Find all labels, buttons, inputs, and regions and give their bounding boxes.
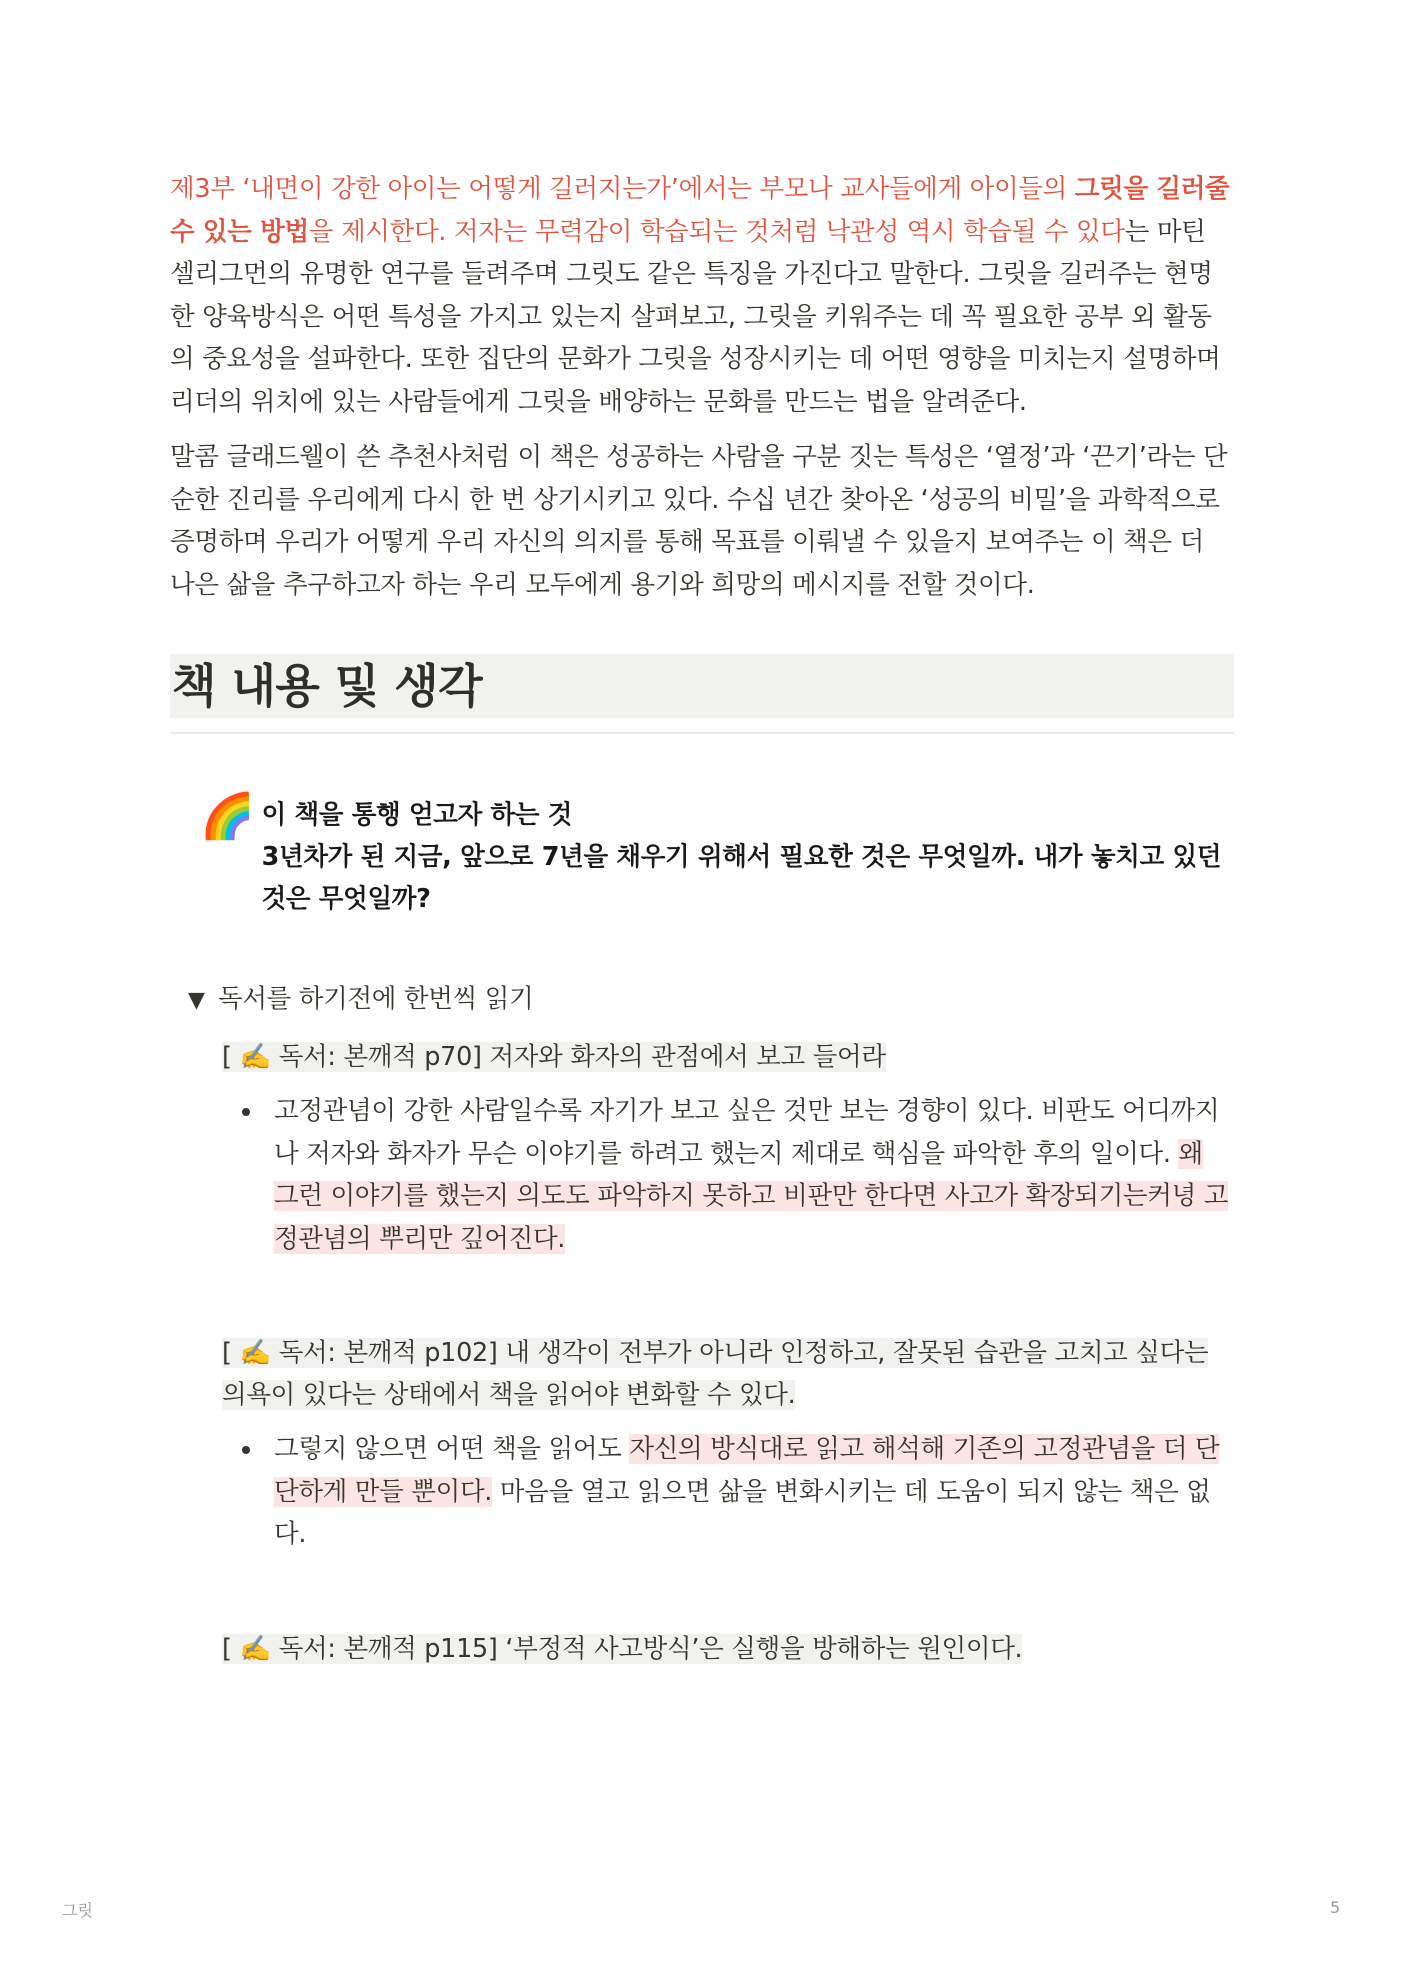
rainbow-icon: 🌈 xyxy=(200,791,255,842)
list-item: 고정관념이 강한 사람일수록 자기가 보고 싶은 것만 보는 경향이 있다. 비판도 어디까지나 저자와 화자가 무슨 이야기를 하려고 했는지 제대로 핵심을 파악한 후의 일이다. 왜 그런 이야기를 했는지 의도도 파악하지 못하고 비판만 한다면 사고가 확장되기는커녕 고정관념의 뿌리만 깊어진다. xyxy=(222,1090,1234,1260)
divider xyxy=(170,732,1234,734)
intro-paragraph-2: 말콤 글래드웰이 쓴 추천사처럼 이 책은 성공하는 사람을 구분 짓는 특성은 ‘열정’과 ‘끈기’라는 단순한 진리를 우리에게 다시 한 번 상기시키고 있다. 수십 년간 찾아온 ‘성공의 비밀’을 과학적으로 증명하며 우리가 어떻게 우리 자신의 의지를 통해 목표를 이뤄낼 수 있을지 보여주는 이 책은 더 나은 삶을 추구하고자 하는 우리 모두에게 용기와 희망의 메시지를 전할 것이다. xyxy=(170,442,1228,600)
paragraph-text: 는 마틴 셀리그먼의 유명한 연구를 들려주며 그릿도 같은 특징을 가진다고 말한다. 그릿을 길러주는 현명한 양육방식은 어떤 특성을 가지고 있는지 살펴보고, 그릿을 키워주는 데 꼭 필요한 공부 외 활동의 중요성을 설파한다. 또한 집단의 문화가 그릿을 성장시키는 데 어떤 영향을 미치는지 설명하며 리더의 위치에 있는 사람들에게 그릿을 배양하는 문화를 만드는 법을 알려준다. xyxy=(170,216,1221,417)
footer-title: 그릿 xyxy=(62,1901,93,1920)
reading-quote-1 xyxy=(222,1036,1234,1078)
callout-line-2: 3년차가 된 지금, 앞으로 7년을 채우기 위해서 필요한 것은 무엇일까. 내가 놓치고 있던 것은 무엇일까? xyxy=(261,842,1222,914)
intro-paragraph-1 xyxy=(170,168,1234,423)
callout xyxy=(170,791,1234,920)
callout-text xyxy=(262,794,1234,920)
page-content xyxy=(170,168,1234,1670)
red-text: 제3부 ‘내면이 강한 아이는 어떻게 길러지는가’에서는 부모나 교사들에게 아이들의 xyxy=(170,174,1075,204)
toggle-block[interactable] xyxy=(170,978,1234,1022)
bullet-list xyxy=(222,1090,1234,1260)
quote-text: [ ✍️ 독서: 본깨적 p102] 내 생각이 전부가 아니라 인정하고, 잘못된 습관을 고치고 싶다는 의욕이 있다는 상태에서 책을 읽어야 변화할 수 있다. xyxy=(222,1338,1209,1410)
bullet-list xyxy=(222,1428,1234,1556)
callout-line-1: 이 책을 통행 얻고자 하는 것 xyxy=(261,800,573,830)
section-heading: 책 내용 및 생각 xyxy=(170,654,1234,718)
toggle-triangle-icon[interactable]: ▼ xyxy=(188,988,205,1013)
highlighted-text: 왜 그런 이야기를 했는지 의도도 파악하지 못하고 비판만 한다면 사고가 확장되기는커녕 고정관념의 뿌리만 깊어진다. xyxy=(274,1138,1229,1254)
page-number: 5 xyxy=(1330,1898,1341,1917)
list-item: 그렇지 않으면 어떤 책을 읽어도 자신의 방식대로 읽고 해석해 기존의 고정관념을 더 단단하게 만들 뿐이다. 마음을 열고 읽으면 삶을 변화시키는 데 도움이 되지 않는 책은 없다. xyxy=(222,1428,1234,1556)
reading-quote-3 xyxy=(222,1628,1234,1670)
highlighted-text: 자신의 방식대로 읽고 해석해 기존의 고정관념을 더 단단하게 만들 뿐이다. xyxy=(274,1434,1220,1507)
quote-text: [ ✍️ 독서: 본깨적 p115] ‘부정적 사고방식’은 실행을 방해하는 원인이다. xyxy=(222,1633,1023,1664)
reading-quote-2 xyxy=(222,1332,1234,1416)
red-text: 을 제시한다. 저자는 무력감이 학습되는 것처럼 낙관성 역시 학습될 수 있다 xyxy=(308,216,1125,247)
quote-text: [ ✍️ 독서: 본깨적 p70] 저자와 화자의 관점에서 보고 들어라 xyxy=(222,1042,886,1072)
toggle-label: 독서를 하기전에 한번씩 읽기 xyxy=(218,984,534,1014)
red-bold-text: 그릿을 길러줄 수 있는 방법 xyxy=(170,174,1230,247)
